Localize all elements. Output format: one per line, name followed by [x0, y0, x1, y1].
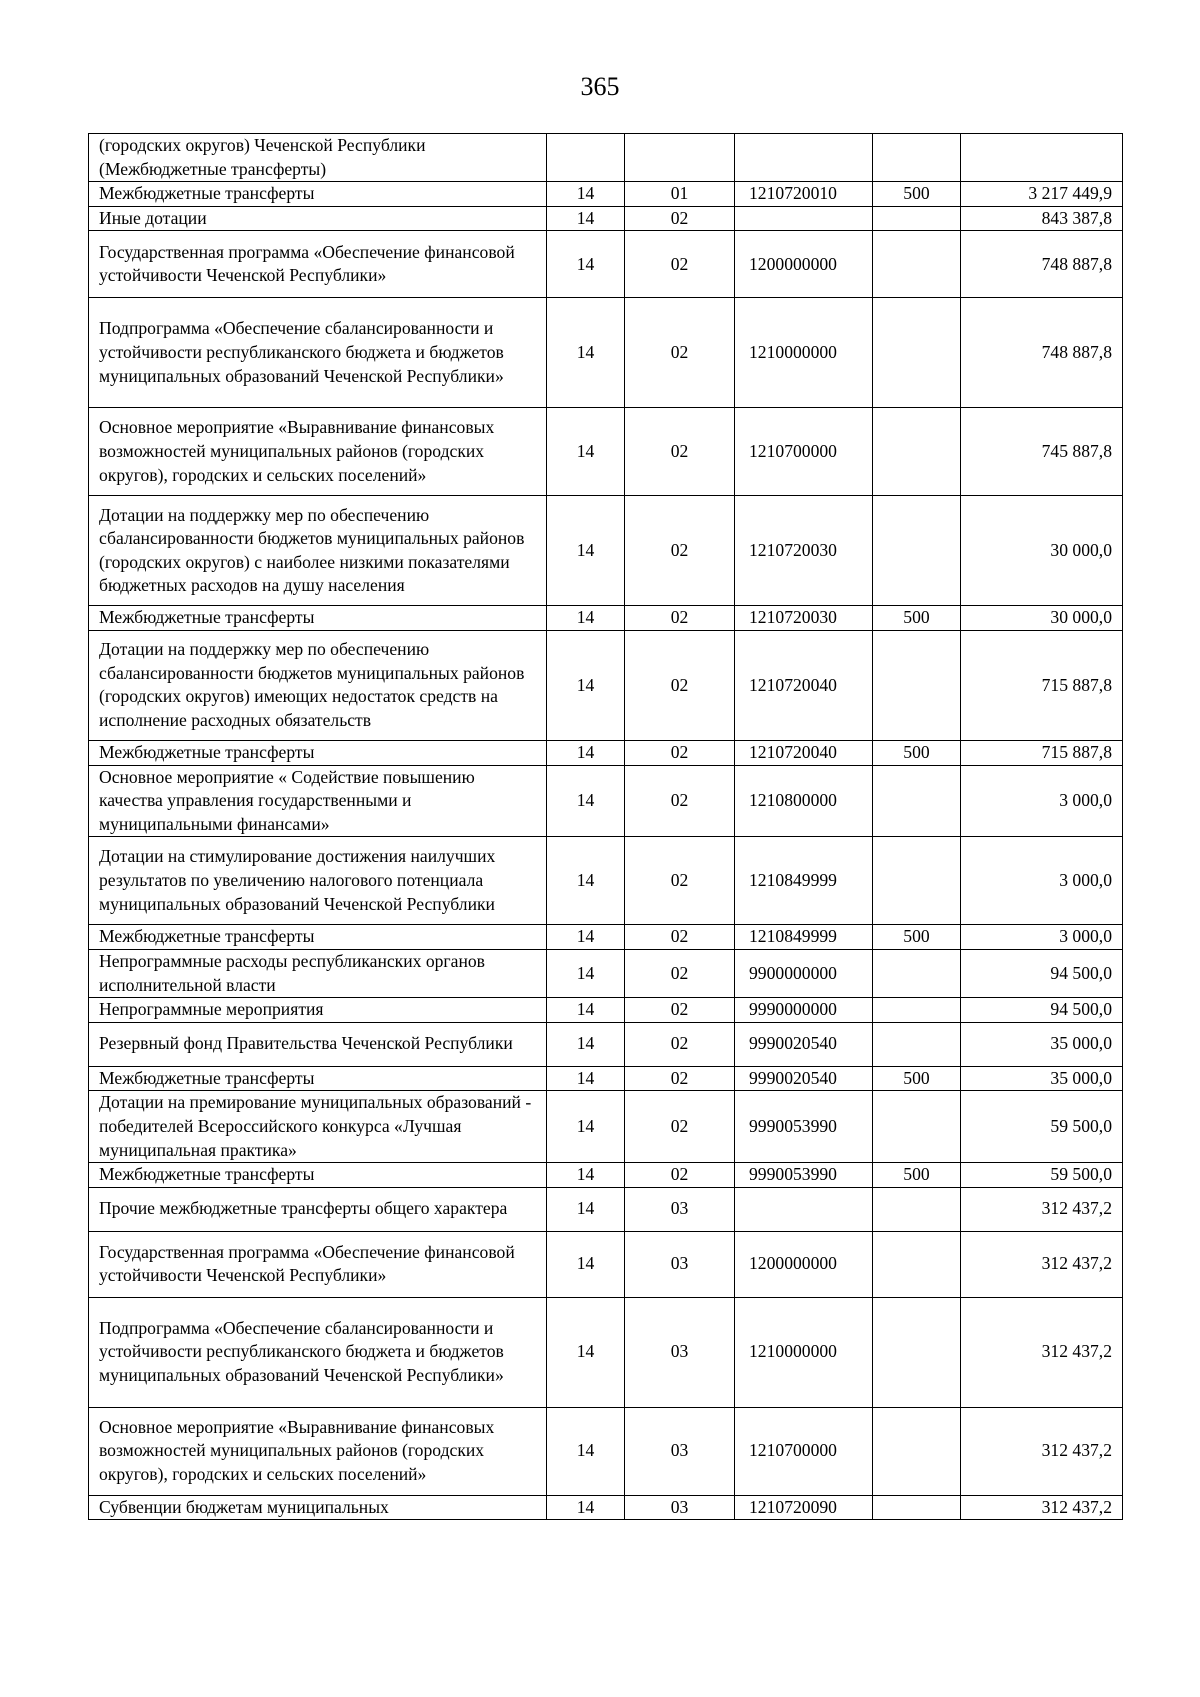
row-target-article: 1200000000: [735, 1231, 873, 1297]
budget-table-body: [89, 134, 1123, 1520]
row-section: 14: [547, 1163, 625, 1188]
table-row: [89, 1187, 1123, 1231]
table-row: [89, 1495, 1123, 1520]
row-target-article: [735, 134, 873, 182]
row-expense-type: [873, 1187, 961, 1231]
row-expense-type: [873, 1407, 961, 1495]
row-target-article: 1210000000: [735, 298, 873, 408]
row-amount: 715 887,8: [961, 630, 1123, 740]
row-expense-type: [873, 496, 961, 606]
row-target-article: 1210720030: [735, 606, 873, 631]
row-amount: 94 500,0: [961, 998, 1123, 1023]
row-section: 14: [547, 837, 625, 925]
table-row: [89, 630, 1123, 740]
row-amount: 312 437,2: [961, 1407, 1123, 1495]
table-row: [89, 1091, 1123, 1163]
row-section: 14: [547, 949, 625, 997]
row-amount: 3 000,0: [961, 765, 1123, 837]
row-name: Подпрограмма «Обеспечение сбалансированности и устойчивости республиканского бюджета и бюджетов муниципальных образований Чеченской Республики»: [89, 1297, 547, 1407]
row-expense-type: [873, 134, 961, 182]
table-row: [89, 1407, 1123, 1495]
row-target-article: 9990053990: [735, 1163, 873, 1188]
table-row: [89, 182, 1123, 207]
row-section: 14: [547, 1407, 625, 1495]
table-row: [89, 765, 1123, 837]
table-row: [89, 1066, 1123, 1091]
row-amount: 3 217 449,9: [961, 182, 1123, 207]
row-target-article: 1210720090: [735, 1495, 873, 1520]
row-target-article: 1210720030: [735, 496, 873, 606]
row-subsection: 03: [625, 1187, 735, 1231]
row-name: Непрограммные мероприятия: [89, 998, 547, 1023]
row-amount: 35 000,0: [961, 1022, 1123, 1066]
row-section: 14: [547, 765, 625, 837]
table-row: [89, 1231, 1123, 1297]
table-row: [89, 925, 1123, 950]
table-row: [89, 1163, 1123, 1188]
row-expense-type: [873, 408, 961, 496]
row-subsection: 02: [625, 837, 735, 925]
row-name: Межбюджетные трансферты: [89, 1163, 547, 1188]
row-target-article: 9990020540: [735, 1066, 873, 1091]
row-expense-type: 500: [873, 606, 961, 631]
row-section: 14: [547, 1297, 625, 1407]
row-expense-type: [873, 298, 961, 408]
row-subsection: 01: [625, 182, 735, 207]
row-name: Дотации на поддержку мер по обеспечению сбалансированности бюджетов муниципальных районов (городских округов) с наиболее низкими показателями бюджетных расходов на душу населения: [89, 496, 547, 606]
row-name: Дотации на премирование муниципальных образований - победителей Всероссийского конкурса «Лучшая муниципальная практика»: [89, 1091, 547, 1163]
row-name: Непрограммные расходы республиканских органов исполнительной власти: [89, 949, 547, 997]
row-subsection: 03: [625, 1297, 735, 1407]
table-row: [89, 134, 1123, 182]
row-expense-type: [873, 1495, 961, 1520]
table-row: [89, 998, 1123, 1023]
row-subsection: 02: [625, 765, 735, 837]
row-amount: 312 437,2: [961, 1297, 1123, 1407]
row-amount: 745 887,8: [961, 408, 1123, 496]
row-subsection: 02: [625, 1163, 735, 1188]
row-subsection: 03: [625, 1231, 735, 1297]
row-target-article: 1210849999: [735, 925, 873, 950]
row-amount: 312 437,2: [961, 1231, 1123, 1297]
row-subsection: 02: [625, 998, 735, 1023]
row-target-article: 1210800000: [735, 765, 873, 837]
row-amount: 715 887,8: [961, 740, 1123, 765]
row-subsection: 02: [625, 1066, 735, 1091]
row-amount: 312 437,2: [961, 1495, 1123, 1520]
table-row: [89, 298, 1123, 408]
row-expense-type: [873, 998, 961, 1023]
row-amount: 748 887,8: [961, 298, 1123, 408]
row-name: Основное мероприятие « Содействие повышению качества управления государственными и муниципальными финансами»: [89, 765, 547, 837]
row-section: 14: [547, 298, 625, 408]
row-target-article: [735, 206, 873, 231]
table-row: [89, 949, 1123, 997]
row-expense-type: [873, 231, 961, 298]
row-section: 14: [547, 1495, 625, 1520]
table-row: [89, 740, 1123, 765]
row-expense-type: [873, 1297, 961, 1407]
row-amount: 94 500,0: [961, 949, 1123, 997]
row-expense-type: [873, 1022, 961, 1066]
row-amount: 59 500,0: [961, 1163, 1123, 1188]
row-subsection: 02: [625, 925, 735, 950]
row-name: Подпрограмма «Обеспечение сбалансированности и устойчивости республиканского бюджета и бюджетов муниципальных образований Чеченской Республики»: [89, 298, 547, 408]
row-name: Субвенции бюджетам муниципальных: [89, 1495, 547, 1520]
row-target-article: 1210849999: [735, 837, 873, 925]
row-section: [547, 134, 625, 182]
table-row: [89, 837, 1123, 925]
row-amount: 30 000,0: [961, 496, 1123, 606]
row-section: 14: [547, 231, 625, 298]
row-name: Иные дотации: [89, 206, 547, 231]
row-subsection: 02: [625, 298, 735, 408]
row-name: Резервный фонд Правительства Чеченской Республики: [89, 1022, 547, 1066]
row-subsection: 02: [625, 231, 735, 298]
row-name: Государственная программа «Обеспечение финансовой устойчивости Чеченской Республики»: [89, 231, 547, 298]
row-expense-type: 500: [873, 182, 961, 207]
row-name: Межбюджетные трансферты: [89, 606, 547, 631]
row-subsection: 02: [625, 206, 735, 231]
row-target-article: 9990053990: [735, 1091, 873, 1163]
row-target-article: 1210720040: [735, 740, 873, 765]
row-section: 14: [547, 606, 625, 631]
row-subsection: 02: [625, 606, 735, 631]
table-row: [89, 206, 1123, 231]
row-expense-type: 500: [873, 740, 961, 765]
table-row: [89, 231, 1123, 298]
row-amount: 748 887,8: [961, 231, 1123, 298]
row-expense-type: 500: [873, 925, 961, 950]
row-section: 14: [547, 182, 625, 207]
row-expense-type: [873, 630, 961, 740]
row-expense-type: [873, 837, 961, 925]
table-row: [89, 606, 1123, 631]
row-name: Основное мероприятие «Выравнивание финансовых возможностей муниципальных районов (городских округов), городских и сельских поселений»: [89, 1407, 547, 1495]
row-expense-type: 500: [873, 1066, 961, 1091]
row-name: Государственная программа «Обеспечение финансовой устойчивости Чеченской Республики»: [89, 1231, 547, 1297]
budget-table: [88, 133, 1123, 1520]
row-expense-type: [873, 1231, 961, 1297]
row-name: Межбюджетные трансферты: [89, 1066, 547, 1091]
row-amount: 312 437,2: [961, 1187, 1123, 1231]
row-section: 14: [547, 630, 625, 740]
row-section: 14: [547, 925, 625, 950]
row-expense-type: [873, 1091, 961, 1163]
row-subsection: 03: [625, 1407, 735, 1495]
row-subsection: 02: [625, 1022, 735, 1066]
row-target-article: 9900000000: [735, 949, 873, 997]
row-subsection: 02: [625, 1091, 735, 1163]
row-section: 14: [547, 408, 625, 496]
row-section: 14: [547, 1091, 625, 1163]
row-name: Межбюджетные трансферты: [89, 925, 547, 950]
row-section: 14: [547, 1022, 625, 1066]
row-amount: 3 000,0: [961, 837, 1123, 925]
row-target-article: 1200000000: [735, 231, 873, 298]
row-expense-type: [873, 949, 961, 997]
row-expense-type: 500: [873, 1163, 961, 1188]
row-subsection: 02: [625, 740, 735, 765]
row-amount: 59 500,0: [961, 1091, 1123, 1163]
row-name: Прочие межбюджетные трансферты общего характера: [89, 1187, 547, 1231]
table-row: [89, 1297, 1123, 1407]
row-section: 14: [547, 998, 625, 1023]
row-expense-type: [873, 765, 961, 837]
row-amount: 3 000,0: [961, 925, 1123, 950]
row-section: 14: [547, 496, 625, 606]
row-subsection: 03: [625, 1495, 735, 1520]
row-subsection: [625, 134, 735, 182]
row-subsection: 02: [625, 496, 735, 606]
row-target-article: 9990020540: [735, 1022, 873, 1066]
row-amount: 35 000,0: [961, 1066, 1123, 1091]
row-target-article: 1210700000: [735, 408, 873, 496]
row-target-article: 1210700000: [735, 1407, 873, 1495]
row-subsection: 02: [625, 630, 735, 740]
row-target-article: 1210000000: [735, 1297, 873, 1407]
row-subsection: 02: [625, 408, 735, 496]
row-target-article: 1210720010: [735, 182, 873, 207]
row-subsection: 02: [625, 949, 735, 997]
row-name: Дотации на поддержку мер по обеспечению сбалансированности бюджетов муниципальных районов (городских округов) имеющих недостаток средств на исполнение расходных обязательств: [89, 630, 547, 740]
table-row: [89, 496, 1123, 606]
row-section: 14: [547, 1231, 625, 1297]
row-section: 14: [547, 1066, 625, 1091]
row-target-article: 9990000000: [735, 998, 873, 1023]
row-name: (городских округов) Чеченской Республики (Межбюджетные трансферты): [89, 134, 547, 182]
page-number: 365: [580, 72, 620, 101]
row-name: Межбюджетные трансферты: [89, 740, 547, 765]
row-target-article: [735, 1187, 873, 1231]
row-amount: 843 387,8: [961, 206, 1123, 231]
row-target-article: 1210720040: [735, 630, 873, 740]
row-name: Межбюджетные трансферты: [89, 182, 547, 207]
row-expense-type: [873, 206, 961, 231]
row-name: Основное мероприятие «Выравнивание финансовых возможностей муниципальных районов (городских округов), городских и сельских поселений»: [89, 408, 547, 496]
row-name: Дотации на стимулирование достижения наилучших результатов по увеличению налогового потенциала муниципальных образований Чеченской Республики: [89, 837, 547, 925]
row-section: 14: [547, 206, 625, 231]
row-amount: 30 000,0: [961, 606, 1123, 631]
row-section: 14: [547, 1187, 625, 1231]
row-amount: [961, 134, 1123, 182]
row-section: 14: [547, 740, 625, 765]
table-row: [89, 1022, 1123, 1066]
table-row: [89, 408, 1123, 496]
